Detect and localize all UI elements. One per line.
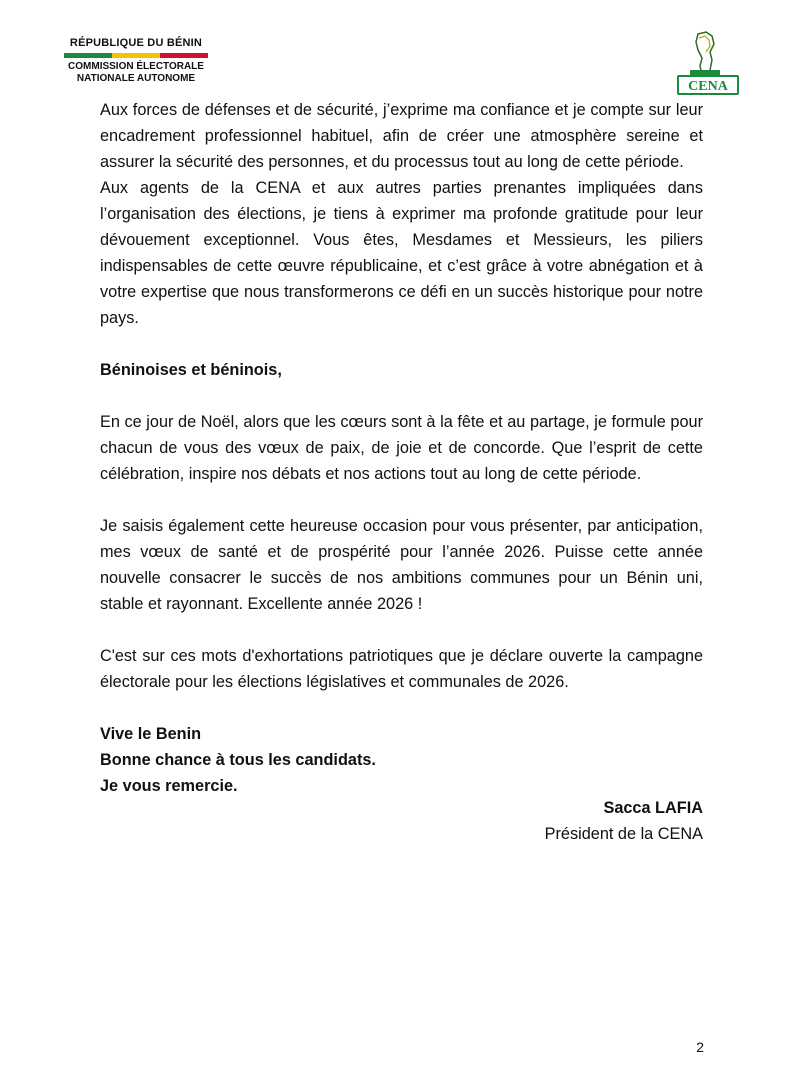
salutation: Béninoises et béninois, (100, 361, 282, 379)
logo-text: CENA (688, 79, 728, 94)
flag-green (64, 53, 112, 58)
signature-block (500, 795, 703, 847)
commission-line1: COMMISSION ÉLECTORALE (68, 61, 204, 72)
paragraph-new-year (100, 513, 703, 617)
flag-yellow (112, 53, 160, 58)
closing-block (100, 721, 703, 799)
new-year-text: Je saisis également cette heureuse occasion pour vous présenter, par anticipation, mes vœux de santé et de prospérité pour l’année 2026. Puisse cette année nouvelle consacrer le succès de nos ambitions communes pour un Bénin uni, stable et rayonnant. (100, 517, 703, 613)
cena-logo (676, 30, 740, 96)
letter-body (100, 97, 703, 799)
header-institution (60, 36, 212, 85)
signatory-name: Sacca LAFIA (603, 799, 703, 817)
page-number: 2 (696, 1039, 704, 1055)
flag-red (160, 53, 208, 58)
republic-name: RÉPUBLIQUE DU BÉNIN (69, 37, 203, 49)
paragraph-cena-agents: Aux agents de la CENA et aux autres parties prenantes impliquées dans l’organisation des élections, je tiens à exprimer ma profonde gratitude pour leur dévouement exceptionnel. Vous êtes, Mesdames et Messieurs, les piliers indispensables de cette œuvre républicaine, et c’est grâce à votre abnégation et à votre expertise que nous transformerons ce défi en un succès historique pour notre pays. (100, 179, 703, 327)
paragraph-security-forces: Aux forces de défenses et de sécurité, j’exprime ma confiance et je compte sur leur encadrement professionnel habituel, afin de créer une atmosphère sereine et assurer la sécurité des personnes, et du processus tout au long de cette période. (100, 101, 703, 171)
paragraph-campaign-opening: C'est sur ces mots d'exhortations patriotiques que je déclare ouverte la campagne électorale pour les élections législatives et communales de 2026. (100, 647, 703, 691)
paragraph-christmas: En ce jour de Noël, alors que les cœurs sont à la fête et au partage, je formule pour chacun de vous des vœux de paix, de joie et de concorde. Que l’esprit de cette célébration, inspire nos débats et nos actions tout au long de cette période. (100, 413, 703, 483)
closing-line-2: Bonne chance à tous les candidats. (100, 751, 376, 769)
cena-logo-icon (676, 30, 740, 96)
closing-line-3: Je vous remercie. (100, 777, 238, 795)
new-year-wish: Excellente année 2026 ! (247, 595, 423, 613)
commission-line2: NATIONALE AUTONOME (76, 73, 196, 84)
closing-line-1: Vive le Benin (100, 725, 202, 743)
signatory-title: Président de la CENA (544, 825, 703, 843)
flag-bar (64, 53, 208, 58)
